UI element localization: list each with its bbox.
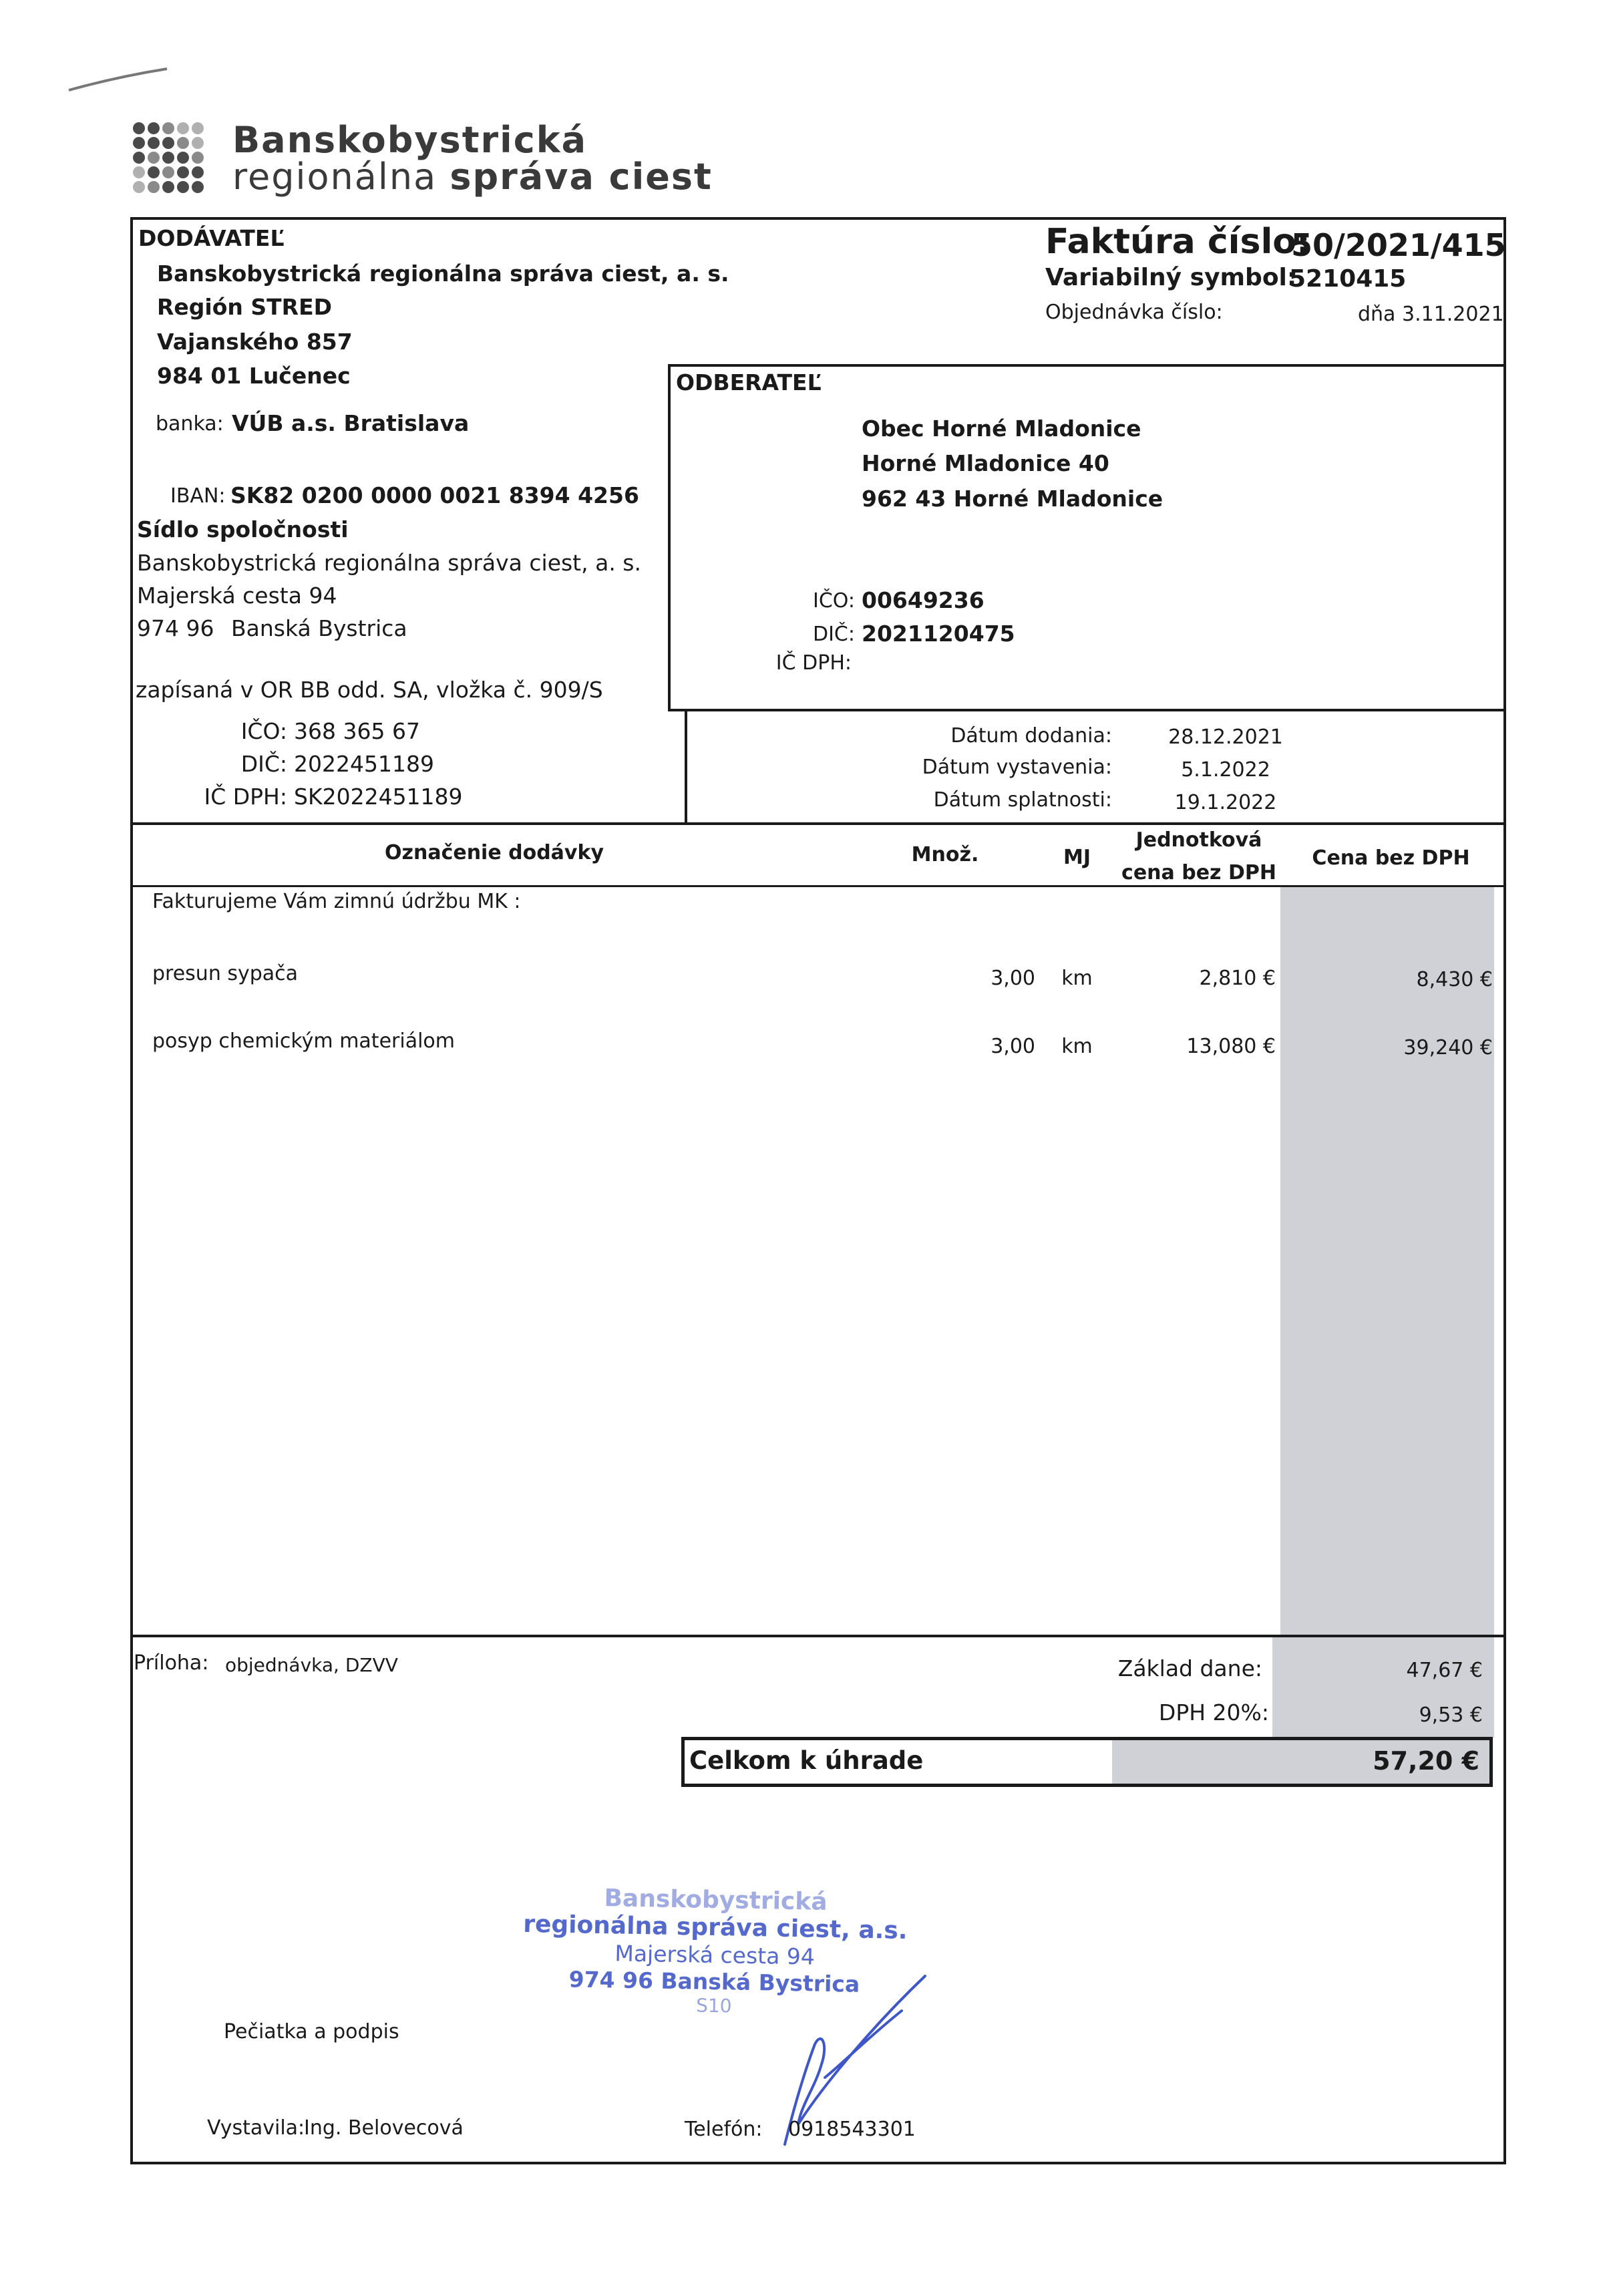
issue-value: 5.1.2022: [1181, 758, 1270, 782]
stamp-line-5: S10: [695, 1994, 732, 2017]
customer-ico-label: IČO:: [813, 589, 855, 613]
customer-icdph-label: IČ DPH:: [775, 651, 852, 675]
dates-left-border: [685, 710, 687, 825]
supplier-ico-label: IČO:: [240, 718, 287, 744]
seat-name: Banskobystrická regionálna správa ciest, a. s.: [137, 550, 641, 576]
supplier-icdph-label: IČ DPH:: [204, 784, 287, 810]
total-label: Celkom k úhrade: [689, 1746, 924, 1775]
customer-dic-label: DIČ:: [812, 623, 855, 646]
due-label: Dátum splatnosti:: [933, 788, 1112, 812]
stamp-line-3: Majerská cesta 94: [614, 1940, 816, 1970]
delivery-value: 28.12.2021: [1168, 725, 1283, 749]
row-1-qty: 3,00: [991, 967, 1035, 990]
bank-label: banka:: [156, 412, 224, 436]
invoice-title: Faktúra číslo:: [1045, 222, 1310, 262]
stamp-line-1: Banskobystrická: [604, 1884, 828, 1916]
issued-value: Ing. Belovecová: [304, 2116, 464, 2140]
supplier-name: Banskobystrická regionálna správa ciest, a. s.: [157, 261, 729, 287]
attachment-label: Príloha:: [134, 1651, 209, 1675]
iban-value: SK82 0200 0000 0021 8394 4256: [230, 482, 639, 508]
phone-label: Telefón:: [685, 2118, 763, 2141]
col-unit-header: MJ: [1063, 846, 1091, 869]
supplier-icdph-value: SK2022451189: [294, 784, 463, 810]
row-2-unit-price: 13,080 €: [1186, 1035, 1276, 1058]
due-value: 19.1.2022: [1174, 791, 1277, 814]
invoice-number: 50/2021/415: [1291, 227, 1506, 263]
supplier-dic-label: DIČ:: [240, 751, 287, 777]
stamp-line-4: 974 96 Banská Bystrica: [568, 1966, 860, 1997]
row-1-desc: presun sypača: [152, 962, 299, 985]
row-1-unit: km: [1061, 967, 1093, 990]
table-intro: Fakturujeme Vám zimnú údržbu MK :: [152, 890, 521, 913]
register-note: zapísaná v OR BB odd. SA, vložka č. 909/S: [136, 677, 603, 703]
supplier-street: Vajanského 857: [157, 329, 353, 355]
supplier-city: 984 01 Lučenec: [157, 363, 351, 389]
customer-name: Obec Horné Mladonice: [862, 416, 1141, 442]
iban-label: IBAN:: [170, 484, 226, 508]
logo-line-2: [232, 156, 713, 198]
supplier-dic-value: 2022451189: [294, 751, 434, 777]
col-unit-price-header-1: Jednotková: [1135, 828, 1262, 852]
vs-label: Variabilný symbol:: [1045, 264, 1297, 291]
logo-line-2b: správa ciest: [450, 156, 713, 198]
logo-line-2a: regionálna: [232, 156, 437, 198]
scan-mark: [63, 63, 177, 97]
row-2-price: 39,240 €: [1403, 1036, 1493, 1059]
row-2-unit: km: [1061, 1035, 1093, 1058]
sign-label: Pečiatka a podpis: [224, 2020, 399, 2043]
price-column-shade: [1280, 887, 1494, 1642]
base-label: Základ dane:: [1117, 1655, 1262, 1681]
supplier-heading: DODÁVATEĽ: [138, 225, 285, 251]
delivery-label: Dátum dodania:: [950, 724, 1112, 748]
vat-label: DPH 20%:: [1158, 1699, 1269, 1726]
customer-dic-value: 2021120475: [862, 621, 1015, 647]
total-value: 57,20 €: [1373, 1746, 1479, 1776]
order-date: dňa 3.11.2021: [1358, 303, 1504, 326]
stamp-line-2: regionálna správa ciest, a.s.: [522, 1910, 908, 1945]
row-2-qty: 3,00: [991, 1035, 1035, 1058]
customer-heading: ODBERATEĽ: [676, 369, 822, 395]
col-price-header: Cena bez DPH: [1312, 846, 1470, 870]
col-desc-header: Označenie dodávky: [385, 841, 604, 864]
supplier-ico-value: 368 365 67: [294, 718, 420, 744]
attachment-value: objednávka, DZVV: [225, 1654, 398, 1676]
base-value: 47,67 €: [1406, 1659, 1483, 1682]
table-top-rule: [130, 822, 1506, 825]
row-1-price: 8,430 €: [1416, 968, 1493, 991]
issue-label: Dátum vystavenia:: [922, 756, 1112, 779]
issued-label: Vystavila:: [207, 2116, 305, 2140]
seat-heading: Sídlo spoločnosti: [137, 516, 349, 542]
row-1-unit-price: 2,810 €: [1199, 967, 1276, 990]
col-unit-price-header-2: cena bez DPH: [1121, 861, 1276, 884]
col-qty-header: Množ.: [911, 843, 979, 866]
vat-value: 9,53 €: [1419, 1703, 1483, 1727]
customer-street: Horné Mladonice 40: [862, 450, 1109, 476]
bank-value: VÚB a.s. Bratislava: [232, 410, 470, 436]
seat-city: Banská Bystrica: [231, 615, 407, 641]
supplier-region: Región STRED: [157, 294, 333, 320]
customer-ico-value: 00649236: [862, 587, 985, 613]
logo-line-1: Banskobystrická: [232, 119, 588, 161]
seat-street: Majerská cesta 94: [137, 583, 337, 609]
company-logo: [132, 119, 713, 198]
order-label: Objednávka číslo:: [1045, 301, 1223, 324]
seat-zip: 974 96: [137, 615, 214, 641]
phone-value: 0918543301: [788, 2118, 916, 2141]
vs-value: 5210415: [1289, 265, 1407, 293]
row-2-desc: posyp chemickým materiálom: [152, 1029, 455, 1053]
logo-dots-icon: [132, 122, 216, 196]
customer-city: 962 43 Horné Mladonice: [862, 486, 1164, 512]
